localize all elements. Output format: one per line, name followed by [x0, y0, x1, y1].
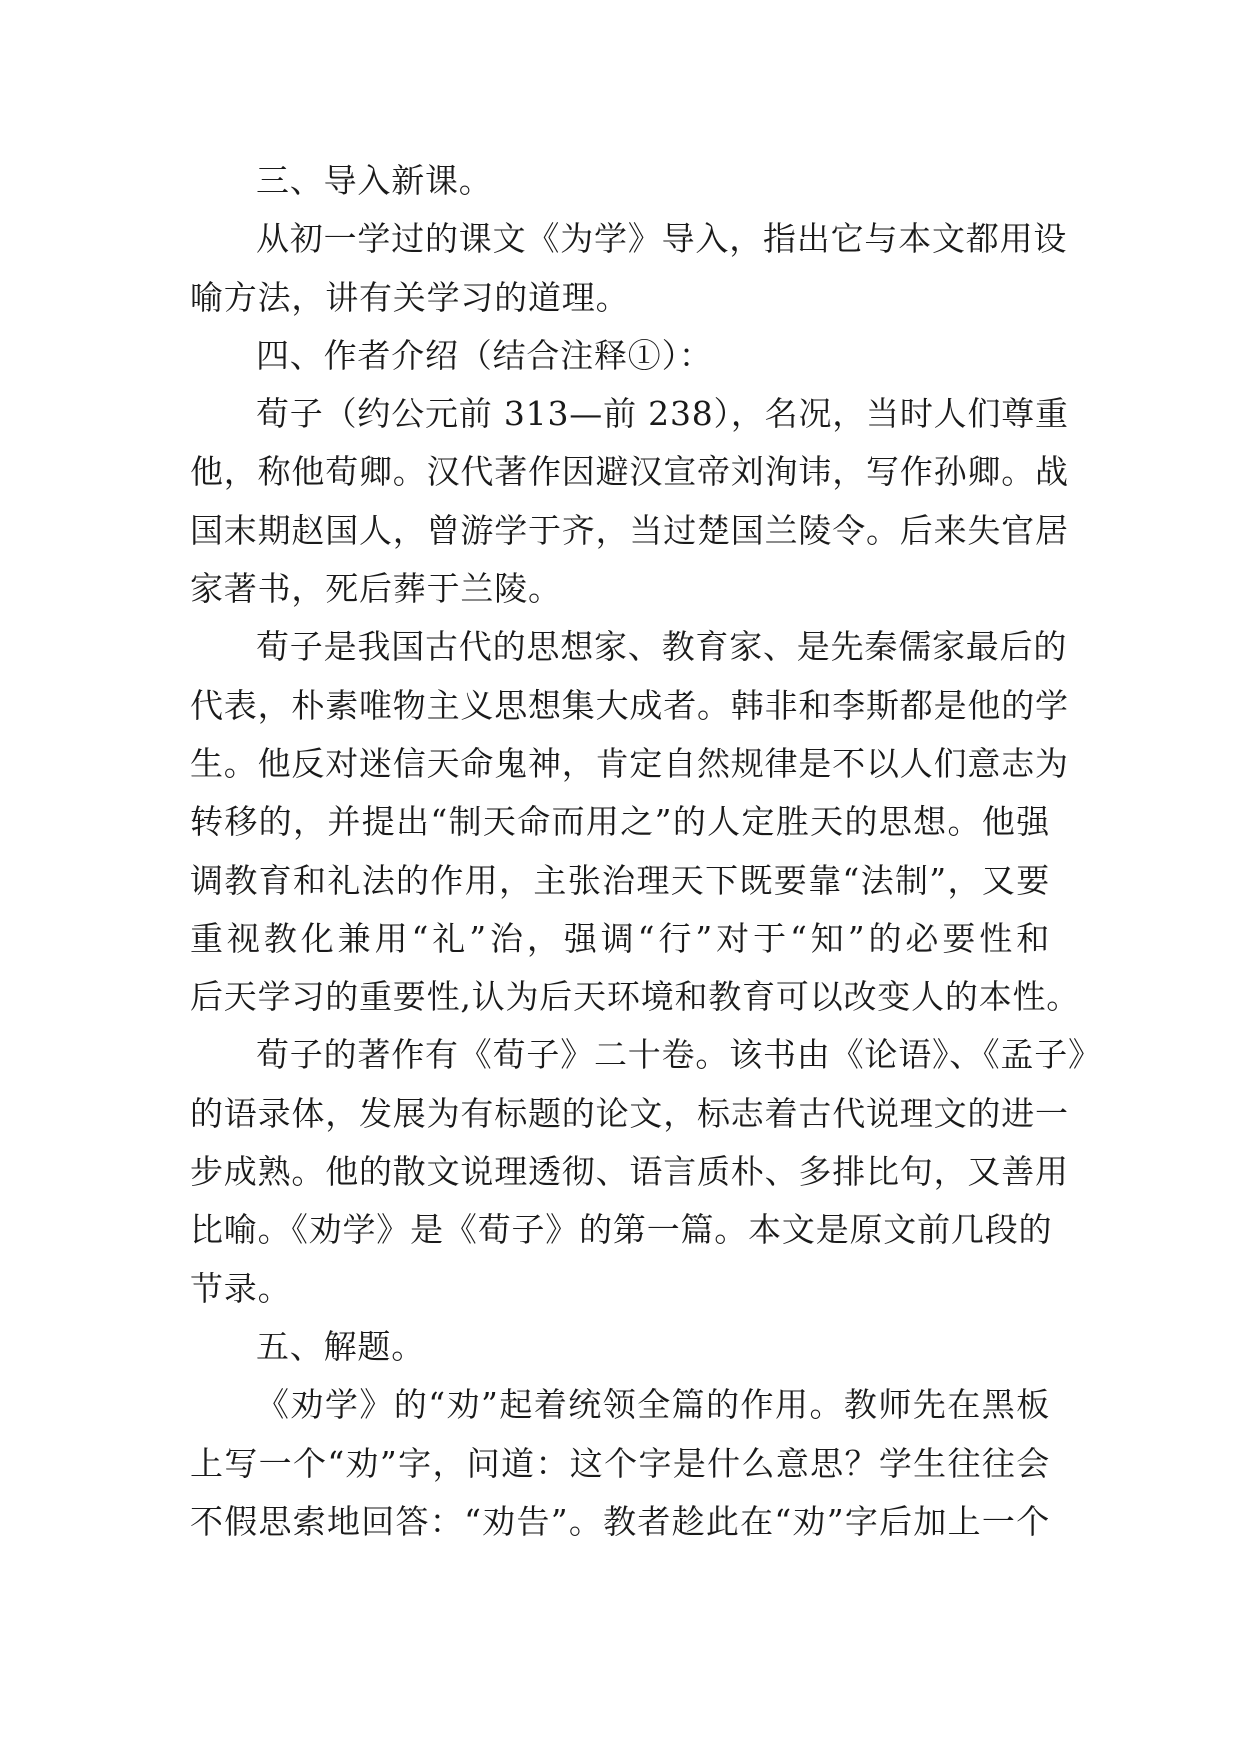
text-line: 步成熟。他的散文说理透彻、语言质朴、多排比句，又善用	[190, 1152, 1069, 1192]
text-line: 生。他反对迷信天命鬼神，肯定自然规律是不以人们意志为	[190, 743, 1069, 783]
text-line: 重视教化兼用“礼”治，强调“行”对于“知”的必要性和	[190, 918, 1050, 958]
text-line: 后天学习的重要性,认为后天环境和教育可以改变人的本性。	[190, 977, 1081, 1017]
text-line: 转移的，并提出“制天命而用之”的人定胜天的思想。他强	[190, 802, 1050, 842]
text-line: 上写一个“劝”字，问道：这个字是什么意思？学生往往会	[190, 1443, 1050, 1483]
text-line: 的语录体，发展为有标题的论文，标志着古代说理文的进一	[190, 1093, 1069, 1133]
text-line: 比喻。《劝学》是《荀子》的第一篇。本文是原文前几段的	[190, 1210, 1053, 1250]
text-line: 节录。	[190, 1268, 292, 1308]
text-line: 荀子是我国古代的思想家、教育家、是先秦儒家最后的	[256, 627, 1068, 667]
text-line: 调教育和礼法的作用，主张治理天下既要靠“法制”，又要	[190, 860, 1050, 900]
text-line: 三、导入新课。	[256, 161, 493, 200]
text-line: 他，称他荀卿。汉代著作因避汉宣帝刘洵讳，写作孙卿。战	[190, 452, 1069, 492]
text-line: 家著书，死后葬于兰陵。	[190, 569, 562, 609]
text-line: 不假思索地回答：“劝告”。教者趁此在“劝”字后加上一个	[190, 1501, 1050, 1541]
text-line: 四、作者介绍（结合注释①）：	[256, 335, 713, 375]
text-line: 《劝学》的“劝”起着统领全篇的作用。教师先在黑板	[256, 1385, 1050, 1425]
text-line: 从初一学过的课文《为学》导入，指出它与本文都用设	[256, 219, 1068, 259]
text-line: 荀子的著作有《荀子》二十卷。该书由《论语》、《孟子》	[256, 1035, 1102, 1075]
text-line: 代表，朴素唯物主义思想集大成者。韩非和李斯都是他的学	[190, 685, 1069, 725]
text-line: 喻方法，讲有关学习的道理。	[190, 277, 630, 317]
text-line: 荀子（约公元前 313—前 238），名况，当时人们尊重	[256, 394, 1069, 434]
text-line: 五、解题。	[256, 1326, 425, 1366]
document-body	[190, 152, 1102, 1551]
text-line: 国末期赵国人，曾游学于齐，当过楚国兰陵令。后来失官居	[190, 510, 1069, 550]
